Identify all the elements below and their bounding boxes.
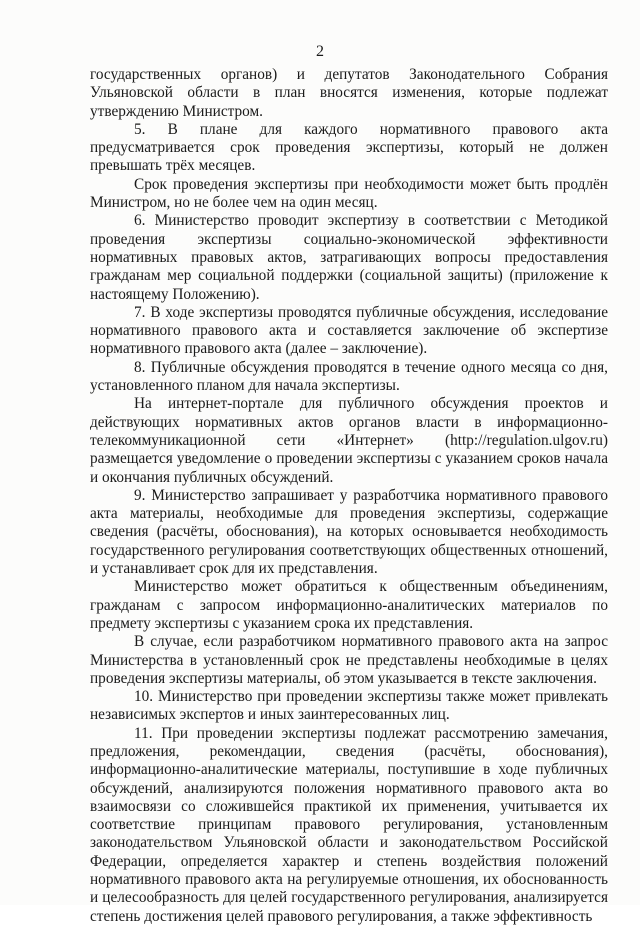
paragraph-missing-materials: В случае, если разработчиком нормативного правового акта на запрос Министерства в установленный срок не представлены необходимые в целях проведения экспертизы материалы, об этом указывается в тексте заключения. bbox=[90, 633, 608, 687]
paragraph-item-8: 8. Публичные обсуждения проводятся в течение одного месяца со дня, установленного планом для начала экспертизы. bbox=[90, 358, 608, 395]
paragraph-continuation: государственных органов) и депутатов Законодательного Собрания Ульяновской области в план вносятся изменения, которые подлежат утверждению Министром. bbox=[90, 66, 608, 120]
paragraph-item-10: 10. Министерство при проведении экспертизы также может привлекать независимых экспертов и иных заинтересованных лиц. bbox=[90, 688, 608, 724]
paragraph-portal-notice: На интернет-портале для публичного обсуждения проектов и действующих нормативных актов органов власти в информационно-телекоммуникационной сети «Интернет» (http://regulation.ulgov.ru) размещается уведомление о проведении экспертизы с указанием сроков начала и окончания публичных обсуждений. bbox=[90, 395, 608, 486]
paragraph-item-11: 11. При проведении экспертизы подлежат рассмотрению замечания, предложения, рекомендации, сведения (расчёты, обоснования), информационно-аналитические материалы, поступившие в ходе публичных обсуждений, анализируются положения нормативного правового акта во взаимосвязи со сложившейся практикой их применения, учитывается их соответствие принципам правового регулирования, установленным законодательством Ульяновской области и законодательством Российской Федерации, определяется характер и степень воздействия положений нормативного правового акта на регулируемые отношения, их обоснованность и целесообразность для целей государственного регулирования, анализируется степень достижения целей правового регулирования, а также эффективность bbox=[90, 724, 608, 925]
page-number: 2 bbox=[316, 43, 324, 60]
paragraph-extension-term: Срок проведения экспертизы при необходимости может быть продлён Министром, но не более чем на один месяц. bbox=[90, 175, 608, 212]
document-body bbox=[90, 66, 608, 926]
paragraph-public-request: Министерство может обратиться к общественным объединениям, гражданам с запросом информационно-аналитических материалов по предмету экспертизы с указанием срока их представления. bbox=[90, 578, 608, 632]
paragraph-item-9: 9. Министерство запрашивает у разработчика нормативного правового акта материалы, необходимые для проведения экспертизы, содержащие сведения (расчёты, обоснования), на которых основывается необходимость государственного регулирования соответствующих общественных отношений, и устанавливает срок для их представления. bbox=[90, 486, 608, 578]
paragraph-item-6: 6. Министерство проводит экспертизу в соответствии с Методикой проведения экспертизы социально-экономической эффективности нормативных правовых актов, затрагивающих вопросы предоставления гражданам мер социальной поддержки (социальной защиты) (приложение к настоящему Положению). bbox=[90, 212, 608, 303]
paragraph-item-7: 7. В ходе экспертизы проводятся публичные обсуждения, исследование нормативного правового акта и составляется заключение об экспертизе нормативного правового акта (далее – заключение). bbox=[90, 303, 608, 358]
paragraph-item-5: 5. В плане для каждого нормативного правового акта предусматривается срок проведения экспертизы, который не должен превышать трёх месяцев. bbox=[90, 120, 608, 175]
